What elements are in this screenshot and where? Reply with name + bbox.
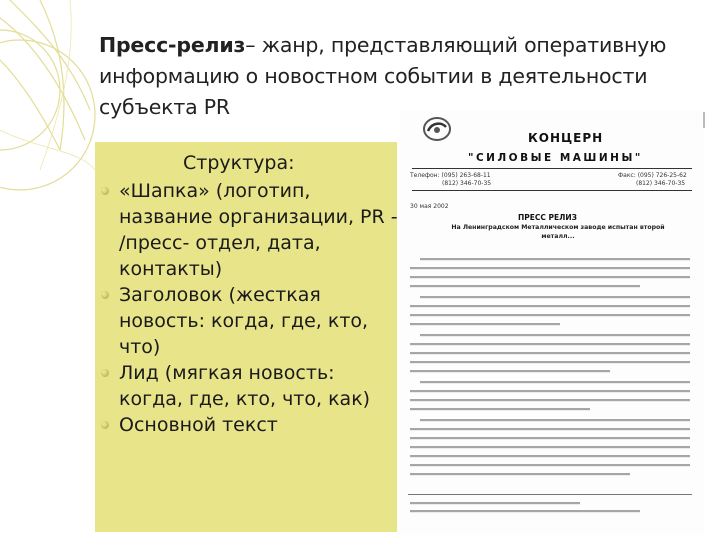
doc-phone: Телефон: (095) 263-68-11: [410, 172, 491, 179]
bullet-icon: [101, 291, 109, 299]
doc-concern: КОНЦЕРН: [528, 131, 604, 145]
title-line3: субъекта PR: [99, 95, 230, 119]
bullet-icon: [101, 187, 109, 195]
title-line1-rest: – жанр, представляющий оперативную: [245, 33, 667, 57]
bullet-text: Заголовок (жесткая новость: когда, где, кто, что): [119, 284, 369, 358]
bullet-item: [101, 282, 401, 360]
press-release-document: [400, 110, 704, 535]
bullet-item: [101, 178, 401, 282]
doc-pr-subtitle: На Ленинградском Металлическом заводе испытан второй металл...: [451, 224, 665, 240]
bullet-text: Лид (мягкая новость: когда, где, кто, что, как): [119, 362, 371, 410]
doc-date: 30 мая 2002: [410, 203, 449, 210]
doc-fax-2: (812) 346-70-35: [636, 180, 686, 187]
doc-body-text: [400, 110, 704, 535]
bullet-text: Основной текст: [119, 414, 278, 436]
doc-phone-2: (812) 346-70-35: [442, 180, 492, 187]
doc-fax: Факс: (095) 726-25-62: [618, 172, 687, 179]
bullet-item: [101, 360, 401, 412]
doc-pr-title: ПРЕСС РЕЛИЗ: [518, 213, 577, 222]
bullet-list: [101, 178, 401, 438]
title-bold: Пресс-релиз: [99, 33, 246, 57]
doc-edge-mark: [703, 112, 705, 128]
doc-company-name: "СИЛОВЫЕ МАШИНЫ": [468, 152, 643, 164]
panel-heading: Структура:: [183, 152, 295, 174]
title-line2: информацию о новостном событии в деятельности: [99, 64, 648, 88]
bullet-item: [101, 412, 401, 438]
bullet-icon: [101, 421, 109, 429]
bullet-icon: [101, 369, 109, 377]
bullet-text: «Шапка» (логотип, название организации, PR - /пресс- отдел, дата, контакты): [119, 180, 398, 280]
